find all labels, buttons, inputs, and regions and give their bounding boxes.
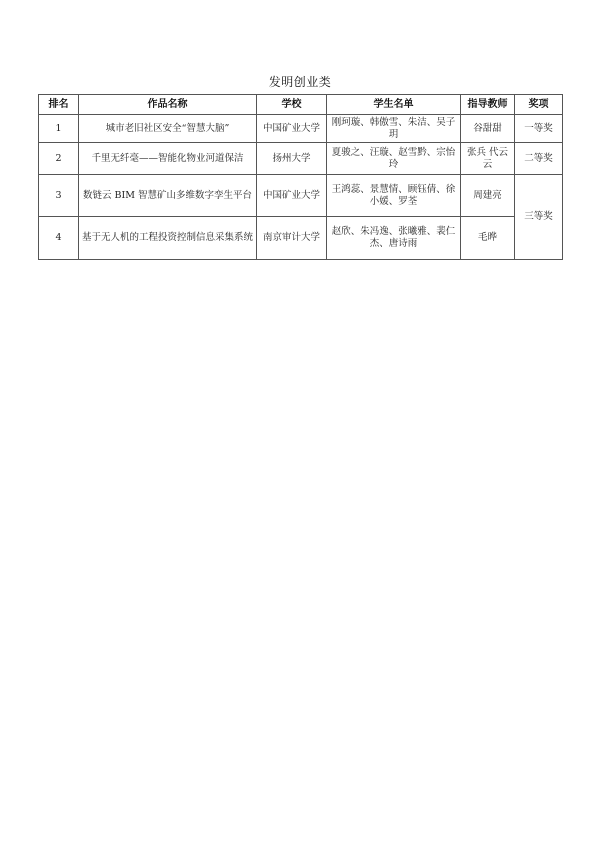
cell-advisor: 毛晔 xyxy=(461,217,515,260)
header-advisor: 指导教师 xyxy=(461,95,515,115)
awards-table xyxy=(38,94,563,260)
header-work-name: 作品名称 xyxy=(79,95,257,115)
header-rank: 排名 xyxy=(39,95,79,115)
cell-advisor: 周建亮 xyxy=(461,175,515,217)
page-title: 发明创业类 xyxy=(268,75,332,89)
cell-rank: 1 xyxy=(39,115,79,143)
header-school: 学校 xyxy=(257,95,327,115)
cell-award-merged: 三等奖 xyxy=(515,175,563,260)
cell-rank: 4 xyxy=(39,217,79,260)
cell-students: 夏骏之、汪璇、赵雪黔、宗怡玲 xyxy=(327,143,461,175)
cell-students: 刚珂璇、韩傲雪、朱洁、吴子玥 xyxy=(327,115,461,143)
cell-work-name: 数链云 BIM 智慧矿山多维数字孪生平台 xyxy=(79,175,257,217)
table-row xyxy=(39,175,563,217)
cell-work-name: 基于无人机的工程投资控制信息采集系统 xyxy=(79,217,257,260)
cell-rank: 3 xyxy=(39,175,79,217)
cell-advisor: 谷甜甜 xyxy=(461,115,515,143)
table-row xyxy=(39,115,563,143)
table-header-row xyxy=(39,95,563,115)
cell-students: 赵欣、朱冯逸、张曦雅、裴仁杰、唐诗雨 xyxy=(327,217,461,260)
header-students: 学生名单 xyxy=(327,95,461,115)
cell-school: 扬州大学 xyxy=(257,143,327,175)
cell-school: 中国矿业大学 xyxy=(257,175,327,217)
table-row xyxy=(39,217,563,260)
table-row xyxy=(39,143,563,175)
cell-students: 王鸿蕊、景慧情、顾钰倩、徐小媛、罗荃 xyxy=(327,175,461,217)
cell-award: 一等奖 xyxy=(515,115,563,143)
header-award: 奖项 xyxy=(515,95,563,115)
cell-rank: 2 xyxy=(39,143,79,175)
cell-award: 二等奖 xyxy=(515,143,563,175)
cell-advisor: 张兵 代云云 xyxy=(461,143,515,175)
cell-work-name: 城市老旧社区安全“智慧大脑” xyxy=(79,115,257,143)
cell-school: 中国矿业大学 xyxy=(257,115,327,143)
cell-school: 南京审计大学 xyxy=(257,217,327,260)
cell-work-name: 千里无纤毫——智能化物业河道保洁 xyxy=(79,143,257,175)
